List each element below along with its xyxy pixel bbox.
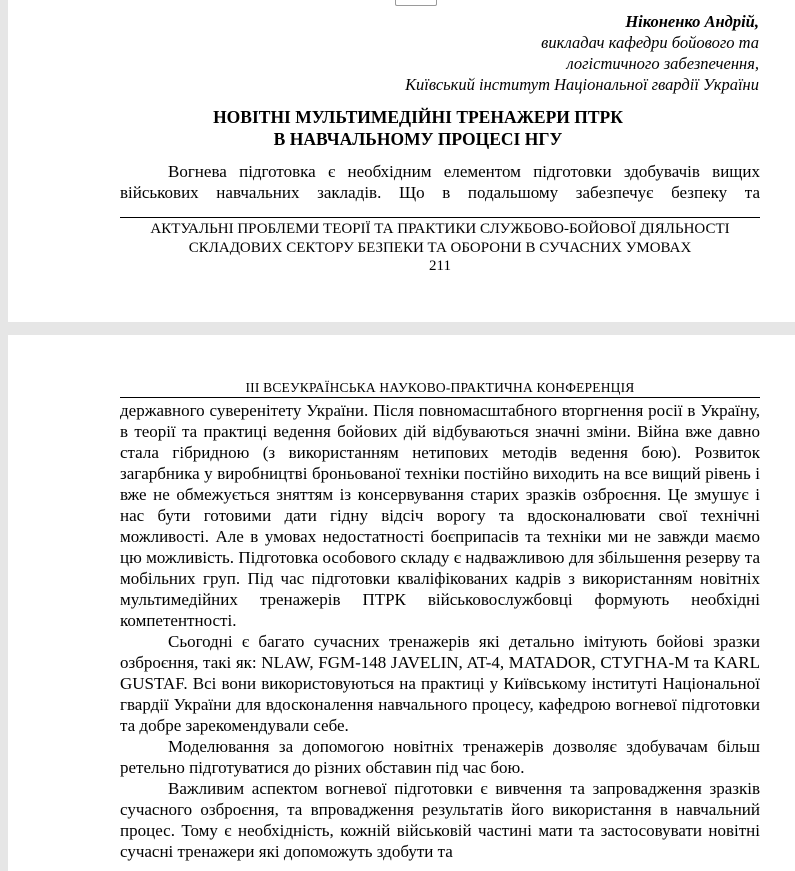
article-title-line-2: В НАВЧАЛЬНОМУ ПРОЦЕСІ НГУ: [273, 129, 563, 149]
article-title: [118, 106, 718, 150]
paragraph-simulators: Сьогодні є багато сучасних тренажерів які детально імітують бойові зразки озброєння, такі як: NLAW, FGM-148 JAVELIN, AT-4, MATADOR, СТУГНА-М та KARL GUSTAF. Всі вони використовуються на практиці у Київському інституті Національної гвардії України для вдосконалення навчального процесу, кафедрою вогневої підготовки та добре зарекомендували себе.: [120, 632, 760, 735]
author-institution: Київський інститут Національної гвардії України: [405, 75, 759, 94]
document-page-212: [8, 335, 795, 871]
page-body: [120, 400, 760, 862]
paragraph-modeling: Моделювання за допомогою новітніх тренажерів дозволяє здобувачам більш ретельно підготуватися до різних обставин під час бою.: [120, 737, 760, 777]
document-page-211: [8, 0, 795, 322]
paragraph-important-aspect: Важливим аспектом вогневої підготовки є вивчення та запровадження зразків сучасного озброєння, та впровадження результатів його використання в навчальний процес. Тому є необхідність, кожній військовій частині мати та застосовувати новітні сучасні тренажери які допоможуть здобути та: [120, 779, 760, 861]
paragraph-intro: Вогнева підготовка є необхідним елементом підготовки здобувачів вищих військових навчальних закладів. Що в подальшому забезпечує безпеку та: [120, 162, 760, 202]
paragraph-continuation: державного суверенітету України. Після повномасштабного вторгнення росії в Україну, в теорії та практиці ведення бойових дій відбуваються значні зміни. Війна вже давно стала гібридною (з використанням нетипових методів ведення бою). Розвиток загарбника у виробництві броньованої техніки постійно виходить на все вищий рівень і вже не обмежується зняттям із консервування старих зразків озброєння. Це змушує і нас бути готовими дати гідну відсіч ворогу та вдосконалювати свої технічні можливості. Але в умовах недостатності боєприпасів та техніки ми не завжди маємо цю можливість. Підготовка особового складу є надважливою для збільшення резерву та мобільних груп. Під час підготовки кваліфікованих кадрів з використанням новітніх мультимедійних тренажерів ПТРК військовослужбовці формують необхідні компетентності.: [120, 401, 760, 630]
author-block: [405, 11, 759, 95]
author-position-line-1: викладач кафедри бойового та: [541, 33, 759, 52]
author-position-line-2: логістичного забезпечення,: [566, 54, 759, 73]
footer-divider: [120, 217, 760, 218]
running-footer-line-1: АКТУАЛЬНІ ПРОБЛЕМИ ТЕОРІЇ ТА ПРАКТИКИ СЛУЖБОВО-БОЙОВОЇ ДІЯЛЬНОСТІ: [150, 221, 730, 237]
running-header: ІІІ ВСЕУКРАЇНСЬКА НАУКОВО-ПРАКТИЧНА КОНФЕРЕНЦІЯ: [245, 380, 635, 395]
author-name: Ніконенко Андрій,: [625, 12, 759, 31]
page-top-marker: [395, 0, 437, 6]
article-title-line-1: НОВІТНІ МУЛЬТИМЕДІЙНІ ТРЕНАЖЕРИ ПТРК: [213, 107, 623, 127]
running-footer-line-2: СКЛАДОВИХ СЕКТОРУ БЕЗПЕКИ ТА ОБОРОНИ В СУЧАСНИХ УМОВАХ: [188, 240, 692, 256]
running-footer: [120, 220, 760, 258]
page-number: 211: [429, 258, 451, 274]
header-divider: [120, 397, 760, 398]
